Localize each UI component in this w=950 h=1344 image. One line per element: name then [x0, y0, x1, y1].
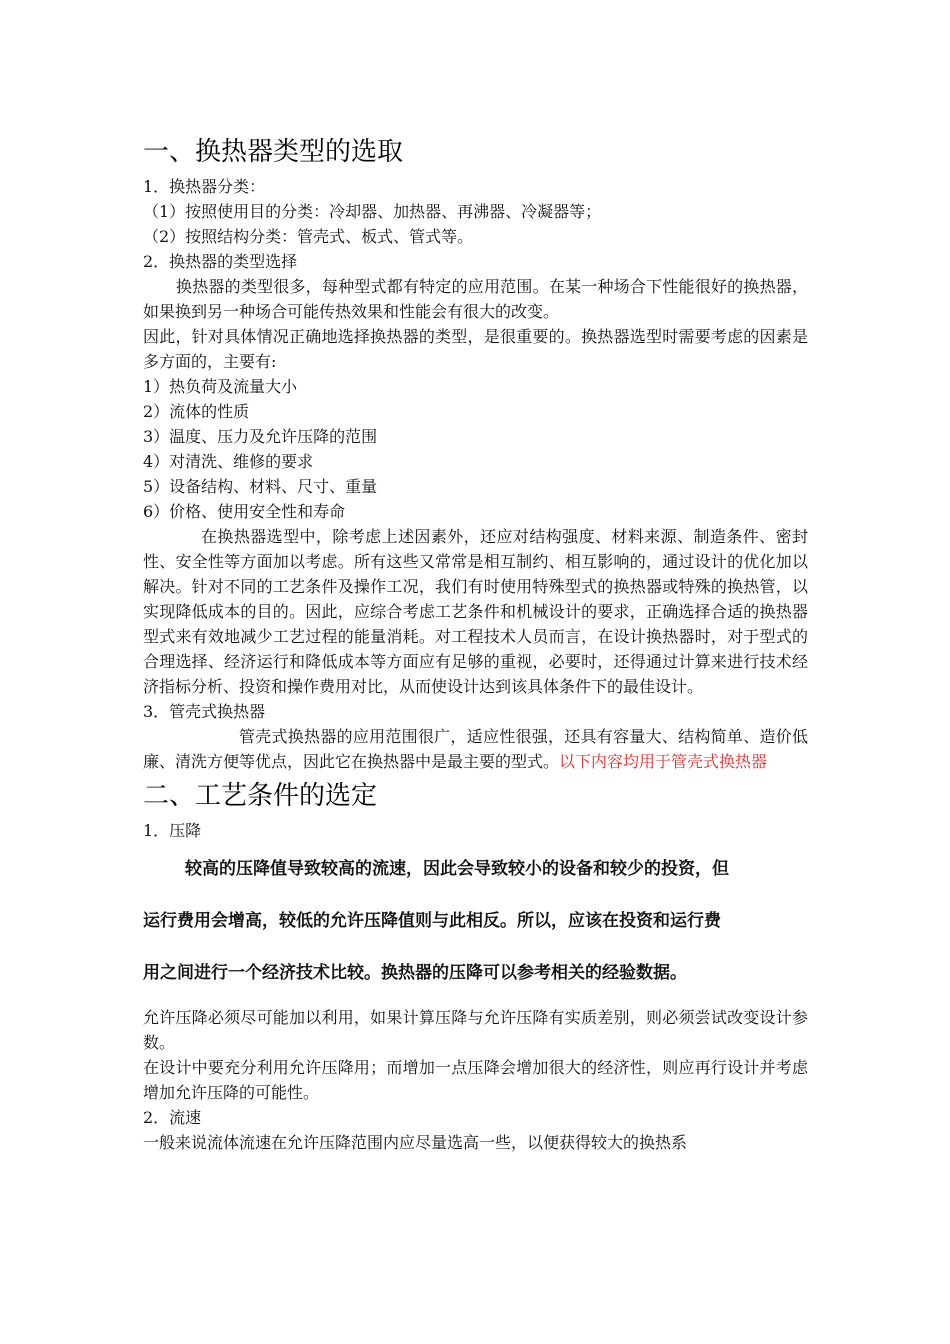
s1-heading: 1．换热器分类：	[143, 177, 266, 196]
p1-paragraph-3: 在设计中要充分利用允许压降用；而增加一点压降会增加很大的经济性，则应再行设计并考虑增加允许压降的可能性。	[143, 1058, 808, 1102]
s2-paragraph-1: 换热器的类型很多，每种型式都有特定的应用范围。在某一种场合下性能很好的换热器，如果换到另一种场合可能传热效果和性能会有很大的改变。	[143, 277, 808, 321]
factor-item: 3）温度、压力及允许压降的范围	[143, 427, 378, 446]
document-page	[143, 130, 808, 1155]
s3-heading: 3．管壳式换热器	[143, 702, 266, 721]
s1-item-1: （1）按照使用目的分类：冷却器、加热器、再沸器、冷凝器等；	[143, 202, 602, 221]
p2-heading: 2．流速	[143, 1108, 202, 1127]
p2-paragraph: 一般来说流体流速在允许压降范围内应尽量选高一些，以便获得较大的换热系	[143, 1133, 688, 1152]
p1-heading: 1．压降	[143, 821, 202, 840]
section-1-title: 一、换热器类型的选取	[143, 137, 404, 167]
s1-item-2: （2）按照结构分类：管壳式、板式、管式等。	[143, 227, 474, 246]
bold-line-2: 运行费用会增高，较低的允许压降值则与此相反。所以，应该在投资和运行费	[143, 911, 721, 931]
s2-heading: 2．换热器的类型选择	[143, 252, 298, 271]
s2-paragraph-2: 因此，针对具体情况正确地选择换热器的类型，是很重要的。换热器选型时需要考虑的因素是多方面的，主要有:	[143, 327, 808, 371]
p1-paragraph-2: 允许压降必须尽可能加以利用，如果计算压降与允许压降有实质差别，则必须尝试改变设计参数。	[143, 1008, 808, 1052]
factor-item: 5）设备结构、材料、尺寸、重量	[143, 477, 378, 496]
s3-paragraph-text: 管壳式换热器的应用范围很广，适应性很强，还具有容量大、结构简单、造价低廉、清洗方便等优点，因此它在换热器中是最主要的型式。	[143, 727, 808, 771]
s3-paragraph	[143, 724, 808, 774]
bold-line-1: 较高的压降值导致较高的流速，因此会导致较小的设备和较少的投资，但	[185, 859, 729, 879]
factor-item: 1）热负荷及流量大小	[143, 377, 298, 396]
s3-red-note: 以下内容均用于管壳式换热器	[559, 752, 768, 771]
factor-item: 2）流体的性质	[143, 402, 250, 421]
section-2-title: 二、工艺条件的选定	[143, 781, 378, 811]
factor-item: 4）对清洗、维修的要求	[143, 452, 314, 471]
s2-paragraph-3: 在换热器选型中，除考虑上述因素外，还应对结构强度、材料来源、制造条件、密封性、安全性等方面加以考虑。所有这些又常常是相互制约、相互影响的，通过设计的优化加以解决。针对不同的工艺条件及操作工况，我们有时使用特殊型式的换热器或特殊的换热管，以实现降低成本的目的。因此，应综合考虑工艺条件和机械设计的要求，正确选择合适的换热器型式来有效地减少工艺过程的能量消耗。对工程技术人员而言，在设计换热器时，对于型式的合理选择、经济运行和降低成本等方面应有足够的重视，必要时，还得通过计算来进行技术经济指标分析、投资和操作费用对比，从而使设计达到该具体条件下的最佳设计。	[143, 527, 808, 696]
bold-line-3: 用之间进行一个经济技术比较。换热器的压降可以参考相关的经验数据。	[143, 963, 687, 983]
factor-item: 6）价格、使用安全性和寿命	[143, 502, 346, 521]
